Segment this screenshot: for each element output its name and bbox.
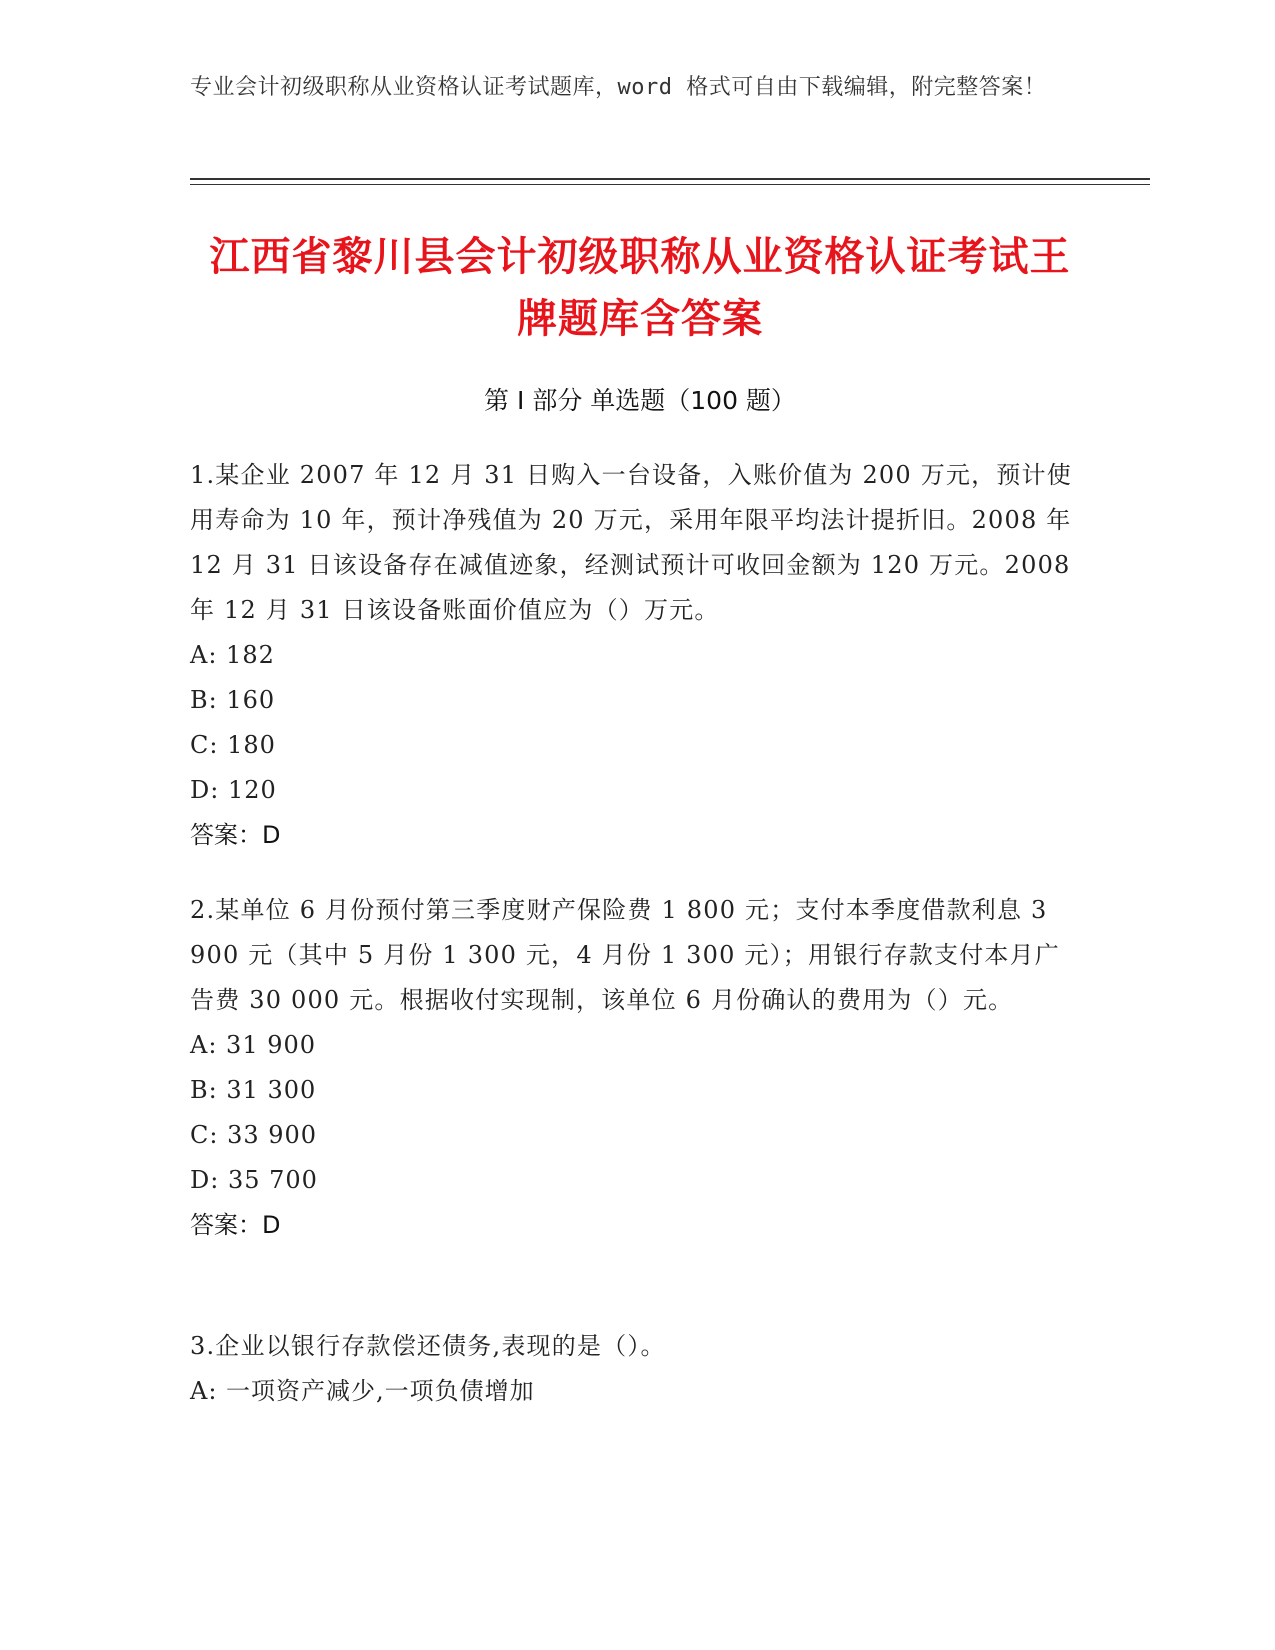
question-1 <box>190 453 1080 858</box>
header-note: 专业会计初级职称从业资格认证考试题库，word 格式可自由下载编辑，附完整答案！ <box>190 75 1047 100</box>
option-a: A: 31 900 <box>190 1031 317 1059</box>
option-b: B: 160 <box>190 686 276 714</box>
option-a: A: 一项资产减少,一项负债增加 <box>190 1377 535 1405</box>
question-stem: 2.某单位 6 月份预付第三季度财产保险费 1 800 元；支付本季度借款利息 3 900 元（其中 5 月份 1 300 元，4 月份 1 300 元）；用银行存款支付本月广告费 30 000 元。根据收付实现制，该单位 6 月份确认的费用为（）元。 <box>190 896 1060 1014</box>
document-title: 江西省黎川县会计初级职称从业资格认证考试王牌题库含答案 <box>209 234 1071 342</box>
header-divider-thin <box>190 184 1150 185</box>
question-stem: 1.某企业 2007 年 12 月 31 日购入一台设备，入账价值为 200 万元，预计使用寿命为 10 年，预计净残值为 20 万元，采用年限平均法计提折旧。2008 年 12 月 31 日该设备存在减值迹象，经测试预计可收回金额为 120 万元。2008 年 12 月 31 日该设备账面价值应为（）万元。 <box>190 461 1072 624</box>
section-title: 第 I 部分 单选题（100 题） <box>484 386 796 415</box>
option-d: D: 35 700 <box>190 1166 318 1194</box>
answer: 答案：D <box>190 1211 281 1239</box>
option-b: B: 31 300 <box>190 1076 317 1104</box>
answer: 答案：D <box>190 821 281 849</box>
option-c: C: 180 <box>190 731 276 759</box>
question-3 <box>190 1324 1080 1414</box>
option-d: D: 120 <box>190 776 277 804</box>
option-c: C: 33 900 <box>190 1121 318 1149</box>
option-a: A: 182 <box>190 641 275 669</box>
question-2 <box>190 888 1080 1248</box>
question-stem: 3.企业以银行存款偿还债务,表现的是（）。 <box>190 1332 666 1360</box>
header-divider-thick <box>190 178 1150 180</box>
